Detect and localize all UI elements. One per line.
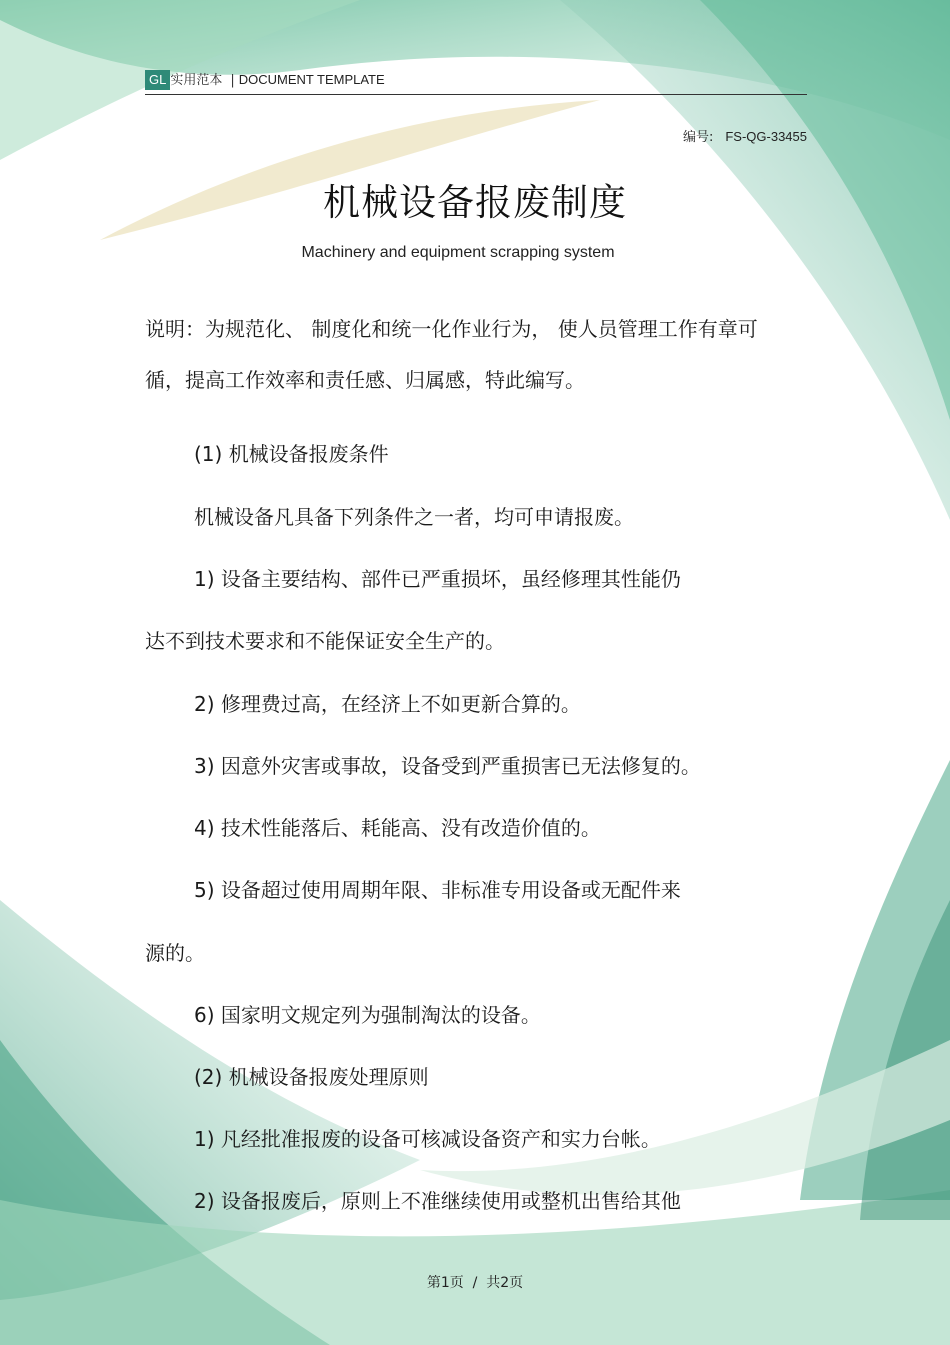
list-item: 6) 国家明文规定列为强制淘汰的设备。 [194,1003,541,1027]
document-title: 机械设备报废制度 [323,181,627,224]
list-item: 3) 因意外灾害或事故，设备受到严重损害已无法修复的。 [194,754,701,778]
body-line: 说明：为规范化、 制度化和统一化作业行为， 使人员管理工作有章可 [145,317,758,341]
document-subtitle: Machinery and equipment scrapping system [301,244,615,261]
body-line: 循，提高工作效率和责任感、归属感，特此编写。 [145,368,585,392]
header-separator: | [230,73,235,88]
body-line: 机械设备凡具备下列条件之一者，均可申请报废。 [194,505,634,529]
list-item: 1) 设备主要结构、部件已严重损坏，虽经修理其性能仍 [194,567,681,591]
section-heading: (1) 机械设备报废条件 [194,442,389,466]
list-item: 2) 修理费过高，在经济上不如更新合算的。 [194,692,581,716]
list-item: 2) 设备报废后，原则上不准继续使用或整机出售给其他 [194,1189,681,1213]
header-label-cn: 实用范本 [170,73,223,88]
document-number-label: 编号: [682,130,714,145]
section-heading: (2) 机械设备报废处理原则 [194,1065,429,1089]
list-item-continuation: 源的。 [145,941,205,965]
document-number [683,126,807,145]
document-header [145,70,807,95]
list-item-continuation: 达不到技术要求和不能保证安全生产的。 [145,629,505,653]
list-item: 5) 设备超过使用周期年限、非标准专用设备或无配件来 [194,878,681,902]
document-number-value: FS-QG-33455 [725,129,807,144]
page-footer: 第1页 / 共2页 [426,1275,524,1291]
header-badge: GL [145,70,170,90]
header-label-en: DOCUMENT TEMPLATE [238,72,385,87]
list-item: 4) 技术性能落后、耗能高、没有改造价值的。 [194,816,601,840]
list-item: 1) 凡经批准报废的设备可核减设备资产和实力台帐。 [194,1127,661,1151]
